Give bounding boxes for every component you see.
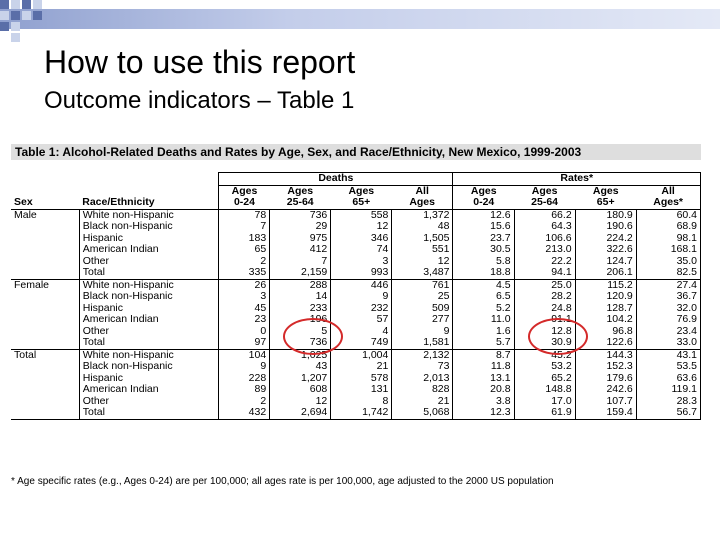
rate-cell: 35.0 xyxy=(636,256,700,268)
rate-cell: 61.9 xyxy=(514,407,575,419)
rate-cell: 65.2 xyxy=(514,373,575,385)
deaths-cell: 1,581 xyxy=(392,337,453,349)
race-cell: American Indian xyxy=(79,384,219,396)
rate-cell: 82.5 xyxy=(636,267,700,279)
highlight-oval-deaths xyxy=(283,318,343,355)
deaths-cell: 74 xyxy=(331,244,392,256)
deaths-cell: 29 xyxy=(270,221,331,233)
table-row xyxy=(11,233,701,245)
rate-cell: 43.1 xyxy=(636,349,700,361)
deaths-cell: 1,742 xyxy=(331,407,392,419)
header-gradient-bar xyxy=(0,9,720,29)
deaths-cell: 1,025 xyxy=(270,349,331,361)
table-row xyxy=(11,326,701,338)
deaths-cell: 1,505 xyxy=(392,233,453,245)
rate-cell: 11.0 xyxy=(453,314,514,326)
sex-cell xyxy=(11,314,79,326)
deaths-cell: 65 xyxy=(219,244,270,256)
deaths-cell: 578 xyxy=(331,373,392,385)
rate-cell: 213.0 xyxy=(514,244,575,256)
rate-cell: 5.8 xyxy=(453,256,514,268)
rate-cell: 12.8 xyxy=(514,326,575,338)
deaths-cell: 2,013 xyxy=(392,373,453,385)
table-footnote: * Age specific rates (e.g., Ages 0-24) are per 100,000; all ages rate is per 100,000, age adjusted to the 2000 US population xyxy=(11,476,554,487)
deaths-cell: 1,004 xyxy=(331,349,392,361)
deaths-cell: 131 xyxy=(331,384,392,396)
table-row xyxy=(11,291,701,303)
rate-cell: 63.6 xyxy=(636,373,700,385)
rate-cell: 25.0 xyxy=(514,279,575,291)
deaths-cell: 45 xyxy=(219,303,270,315)
rates-group-header: Rates* xyxy=(453,173,701,186)
sex-cell xyxy=(11,407,79,419)
deaths-cell: 346 xyxy=(331,233,392,245)
race-cell: White non-Hispanic xyxy=(79,209,219,221)
col-header-top: Ages xyxy=(287,185,314,197)
col-header-bottom: 65+ xyxy=(331,197,392,209)
deaths-cell: 9 xyxy=(219,361,270,373)
deaths-cell: 7 xyxy=(270,256,331,268)
decor-square-7 xyxy=(22,11,31,20)
deaths-cell: 8 xyxy=(331,396,392,408)
table-row xyxy=(11,221,701,233)
sex-cell xyxy=(11,326,79,338)
deaths-cell: 1,372 xyxy=(392,209,453,221)
rate-cell: 22.2 xyxy=(514,256,575,268)
rate-cell: 96.8 xyxy=(575,326,636,338)
rate-cell: 179.6 xyxy=(575,373,636,385)
rate-cell: 6.5 xyxy=(453,291,514,303)
col-header-top: Ages xyxy=(453,185,514,197)
race-cell: Hispanic xyxy=(79,373,219,385)
deaths-cell: 558 xyxy=(331,209,392,221)
deaths-cell: 183 xyxy=(219,233,270,245)
deaths-cell: 48 xyxy=(392,221,453,233)
deaths-cell: 97 xyxy=(219,337,270,349)
col-header-bottom: 25-64 xyxy=(514,197,575,209)
rate-cell: 53.5 xyxy=(636,361,700,373)
rate-cell: 152.3 xyxy=(575,361,636,373)
table-row xyxy=(11,384,701,396)
column-header-top-row xyxy=(11,185,701,197)
rate-cell: 53.2 xyxy=(514,361,575,373)
deaths-cell: 21 xyxy=(392,396,453,408)
sex-cell: Total xyxy=(11,349,79,361)
rate-cell: 148.8 xyxy=(514,384,575,396)
sex-cell: Female xyxy=(11,279,79,291)
rate-cell: 28.3 xyxy=(636,396,700,408)
deaths-cell: 4 xyxy=(331,326,392,338)
slide-subtitle: Outcome indicators – Table 1 xyxy=(44,87,355,114)
sex-cell: Male xyxy=(14,209,37,221)
sex-cell xyxy=(11,221,79,233)
col-header-bottom: 0-24 xyxy=(219,197,270,209)
table-row xyxy=(11,256,701,268)
rate-cell: 224.2 xyxy=(575,233,636,245)
rate-cell: 128.7 xyxy=(575,303,636,315)
rate-cell: 18.8 xyxy=(453,267,514,279)
deaths-cell: 1,207 xyxy=(270,373,331,385)
race-cell: White non-Hispanic xyxy=(79,279,219,291)
decor-square-10 xyxy=(11,22,20,31)
rate-cell: 15.6 xyxy=(453,221,514,233)
sex-cell xyxy=(11,244,79,256)
table-row xyxy=(11,209,701,221)
deaths-cell: 25 xyxy=(392,291,453,303)
deaths-cell: 0 xyxy=(219,326,270,338)
table-row xyxy=(11,396,701,408)
rate-cell: 3.8 xyxy=(453,396,514,408)
race-cell: Black non-Hispanic xyxy=(79,291,219,303)
decor-square-11 xyxy=(11,33,20,42)
rate-cell: 122.6 xyxy=(575,337,636,349)
deaths-cell: 551 xyxy=(392,244,453,256)
deaths-cell: 57 xyxy=(331,314,392,326)
col-header-bottom: Ages xyxy=(392,197,453,209)
rate-cell: 322.6 xyxy=(575,244,636,256)
rate-cell: 60.4 xyxy=(636,209,700,221)
deaths-cell: 828 xyxy=(392,384,453,396)
race-column-header: Race/Ethnicity xyxy=(79,197,219,209)
race-cell: American Indian xyxy=(79,244,219,256)
deaths-cell: 78 xyxy=(219,209,270,221)
sex-cell xyxy=(11,267,79,279)
deaths-cell: 233 xyxy=(270,303,331,315)
decor-square-2 xyxy=(11,0,20,9)
deaths-cell: 975 xyxy=(270,233,331,245)
rate-cell: 13.1 xyxy=(453,373,514,385)
column-header-bottom-row xyxy=(11,197,701,209)
deaths-cell: 736 xyxy=(270,209,331,221)
deaths-cell: 196 xyxy=(270,314,331,326)
col-header-bottom: 25-64 xyxy=(270,197,331,209)
col-header-top: Ages xyxy=(348,185,375,197)
deaths-cell: 23 xyxy=(219,314,270,326)
highlight-oval-rate xyxy=(528,318,588,355)
deaths-cell: 12 xyxy=(270,396,331,408)
deaths-cell: 3,487 xyxy=(392,267,453,279)
decor-square-5 xyxy=(0,11,9,20)
race-cell: Total xyxy=(79,337,219,349)
rate-cell: 45.2 xyxy=(514,349,575,361)
deaths-cell: 5 xyxy=(270,326,331,338)
decor-square-1 xyxy=(0,0,9,9)
rate-cell: 76.9 xyxy=(636,314,700,326)
data-table xyxy=(11,172,701,420)
sex-column-header: Sex xyxy=(11,197,79,209)
decor-square-6 xyxy=(11,11,20,20)
rate-cell: 12.6 xyxy=(453,209,514,221)
deaths-cell: 9 xyxy=(392,326,453,338)
table-row xyxy=(11,303,701,315)
table-row xyxy=(11,407,701,419)
deaths-cell: 21 xyxy=(331,361,392,373)
sex-cell xyxy=(11,233,79,245)
sex-cell xyxy=(11,256,79,268)
rate-cell: 11.8 xyxy=(453,361,514,373)
sex-cell xyxy=(11,396,79,408)
decor-square-9 xyxy=(0,22,9,31)
deaths-cell: 104 xyxy=(219,349,270,361)
rate-cell: 144.3 xyxy=(575,349,636,361)
rate-cell: 94.1 xyxy=(514,267,575,279)
deaths-cell: 608 xyxy=(270,384,331,396)
decor-square-3 xyxy=(22,0,31,9)
deaths-cell: 12 xyxy=(331,221,392,233)
rate-cell: 106.6 xyxy=(514,233,575,245)
rate-cell: 120.9 xyxy=(575,291,636,303)
deaths-cell: 509 xyxy=(392,303,453,315)
col-header-top: All xyxy=(636,185,700,197)
rate-cell: 4.5 xyxy=(453,279,514,291)
rate-cell: 28.2 xyxy=(514,291,575,303)
deaths-cell: 12 xyxy=(392,256,453,268)
deaths-cell: 14 xyxy=(270,291,331,303)
rate-cell: 30.5 xyxy=(453,244,514,256)
rate-cell: 56.7 xyxy=(636,407,700,419)
sex-cell xyxy=(11,361,79,373)
race-cell: Other xyxy=(79,396,219,408)
sex-cell xyxy=(11,303,79,315)
race-cell: Black non-Hispanic xyxy=(79,221,219,233)
rate-cell: 23.4 xyxy=(636,326,700,338)
col-header-top: Ages xyxy=(531,185,558,197)
sex-cell xyxy=(11,384,79,396)
rate-cell: 180.9 xyxy=(575,209,636,221)
rate-cell: 1.6 xyxy=(453,326,514,338)
race-cell: Other xyxy=(79,326,219,338)
deaths-cell: 3 xyxy=(331,256,392,268)
deaths-cell: 288 xyxy=(270,279,331,291)
deaths-cell: 9 xyxy=(331,291,392,303)
rate-cell: 33.0 xyxy=(636,337,700,349)
rate-cell: 23.7 xyxy=(453,233,514,245)
decor-square-8 xyxy=(33,11,42,20)
rate-cell: 68.9 xyxy=(636,221,700,233)
deaths-cell: 446 xyxy=(331,279,392,291)
deaths-cell: 749 xyxy=(331,337,392,349)
rate-cell: 107.7 xyxy=(575,396,636,408)
rate-cell: 32.0 xyxy=(636,303,700,315)
table-row xyxy=(11,361,701,373)
col-header-bottom: 0-24 xyxy=(453,197,514,209)
rate-cell: 24.8 xyxy=(514,303,575,315)
sex-cell xyxy=(11,337,79,349)
decor-square-4 xyxy=(33,0,42,9)
deaths-cell: 277 xyxy=(392,314,453,326)
deaths-cell: 761 xyxy=(392,279,453,291)
race-cell: Other xyxy=(79,256,219,268)
deaths-cell: 5,068 xyxy=(392,407,453,419)
table-row xyxy=(11,267,701,279)
rate-cell: 98.1 xyxy=(636,233,700,245)
race-cell: Total xyxy=(79,267,219,279)
deaths-cell: 232 xyxy=(331,303,392,315)
deaths-cell: 43 xyxy=(270,361,331,373)
rate-cell: 66.2 xyxy=(514,209,575,221)
rate-cell: 30.9 xyxy=(514,337,575,349)
deaths-cell: 736 xyxy=(270,337,331,349)
deaths-cell: 2 xyxy=(219,256,270,268)
table-row xyxy=(11,349,701,361)
race-cell: American Indian xyxy=(79,314,219,326)
deaths-cell: 7 xyxy=(219,221,270,233)
table-row xyxy=(11,244,701,256)
deaths-cell: 412 xyxy=(270,244,331,256)
deaths-cell: 993 xyxy=(331,267,392,279)
col-header-bottom: 65+ xyxy=(575,197,636,209)
col-header-bottom: Ages* xyxy=(636,197,700,209)
rate-cell: 36.7 xyxy=(636,291,700,303)
deaths-cell: 432 xyxy=(219,407,270,419)
rate-cell: 159.4 xyxy=(575,407,636,419)
sex-cell xyxy=(11,291,79,303)
col-header-top: Ages xyxy=(219,185,270,197)
deaths-cell: 228 xyxy=(219,373,270,385)
rate-cell: 27.4 xyxy=(636,279,700,291)
rate-cell: 5.7 xyxy=(453,337,514,349)
race-cell: Black non-Hispanic xyxy=(79,361,219,373)
rate-cell: 124.7 xyxy=(575,256,636,268)
race-cell: Total xyxy=(79,407,219,419)
race-cell: Hispanic xyxy=(79,303,219,315)
rate-cell: 17.0 xyxy=(514,396,575,408)
rate-cell: 104.2 xyxy=(575,314,636,326)
slide-title: How to use this report xyxy=(44,44,356,80)
rate-cell: 91.1 xyxy=(514,314,575,326)
col-header-top: Ages xyxy=(592,185,619,197)
deaths-cell: 335 xyxy=(219,267,270,279)
deaths-cell: 2,159 xyxy=(270,267,331,279)
race-cell: Hispanic xyxy=(79,233,219,245)
deaths-group-header: Deaths xyxy=(219,173,453,186)
sex-cell xyxy=(11,373,79,385)
deaths-cell: 2,132 xyxy=(392,349,453,361)
deaths-cell: 2,694 xyxy=(270,407,331,419)
deaths-cell: 89 xyxy=(219,384,270,396)
table-row xyxy=(11,337,701,349)
rate-cell: 64.3 xyxy=(514,221,575,233)
deaths-cell: 73 xyxy=(392,361,453,373)
rate-cell: 168.1 xyxy=(636,244,700,256)
rate-cell: 12.3 xyxy=(453,407,514,419)
table-row xyxy=(11,279,701,291)
deaths-cell: 26 xyxy=(219,279,270,291)
table-body xyxy=(11,209,701,419)
col-header-top: All xyxy=(415,185,429,197)
rate-cell: 242.6 xyxy=(575,384,636,396)
table-row xyxy=(11,314,701,326)
rate-cell: 5.2 xyxy=(453,303,514,315)
table-title: Table 1: Alcohol-Related Deaths and Rates by Age, Sex, and Race/Ethnicity, New Mexico, 1999-2003 xyxy=(11,144,701,160)
deaths-cell: 2 xyxy=(219,396,270,408)
rate-cell: 206.1 xyxy=(575,267,636,279)
rate-cell: 8.7 xyxy=(453,349,514,361)
group-header-row xyxy=(11,173,701,186)
rate-cell: 190.6 xyxy=(575,221,636,233)
table-row xyxy=(11,373,701,385)
rate-cell: 115.2 xyxy=(575,279,636,291)
deaths-cell: 3 xyxy=(219,291,270,303)
race-cell: White non-Hispanic xyxy=(79,349,219,361)
rate-cell: 20.8 xyxy=(453,384,514,396)
rate-cell: 119.1 xyxy=(636,384,700,396)
